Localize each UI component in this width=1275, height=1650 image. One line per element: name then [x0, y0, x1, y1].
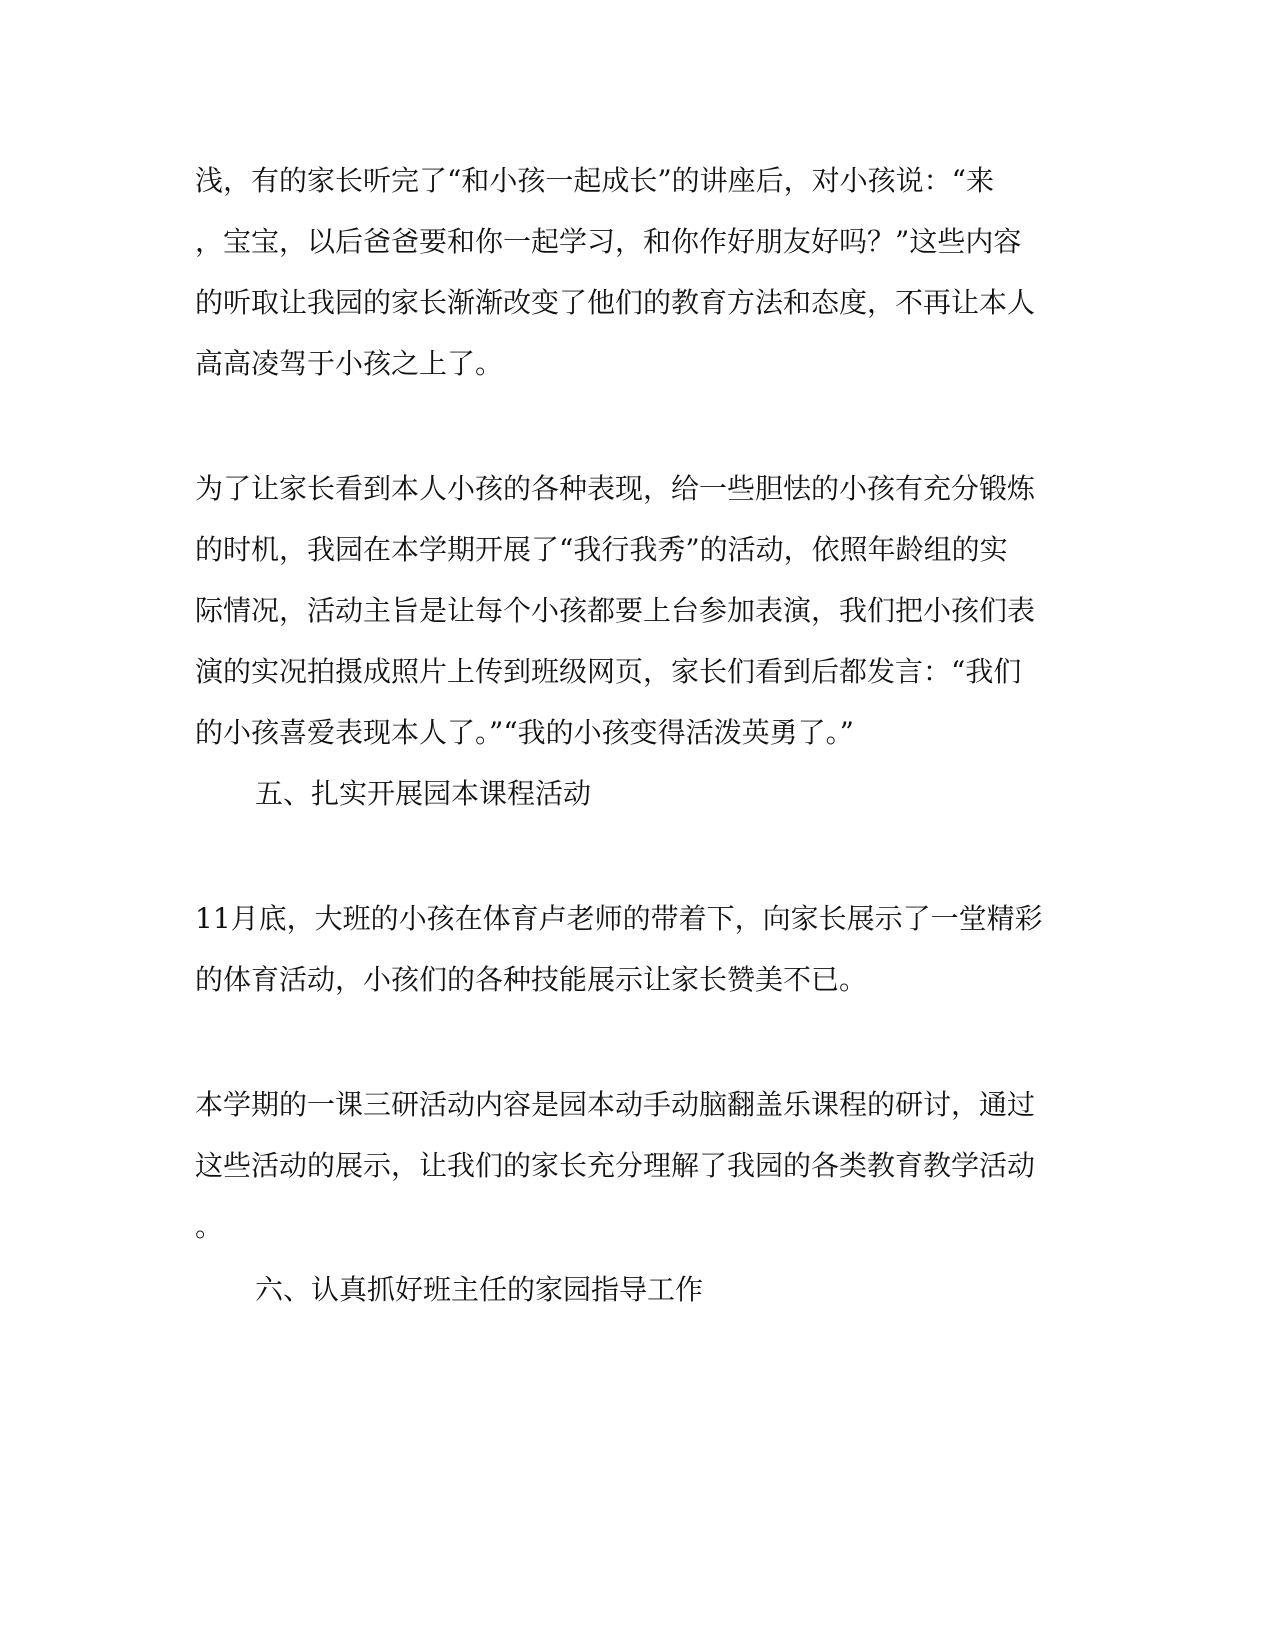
paragraph-line: 的时机，我园在本学期开展了“我行我秀”的活动，依照年龄组的实 — [195, 533, 1008, 566]
section-heading: 六、认真抓好班主任的家园指导工作 — [255, 1273, 704, 1306]
paragraph-line: ，宝宝，以后爸爸要和你一起学习，和你作好朋友好吗？”这些内容 — [195, 225, 1022, 258]
paragraph-line: 际情况，活动主旨是让每个小孩都要上台参加表演，我们把小孩们表 — [195, 594, 1036, 627]
paragraph-line: 浅，有的家长听完了“和小孩一起成长”的讲座后，对小孩说：“来 — [195, 164, 994, 197]
paragraph-line: 。 — [195, 1210, 224, 1243]
paragraph-line: 为了让家长看到本人小孩的各种表现，给一些胆怯的小孩有充分锻炼 — [195, 472, 1036, 505]
paragraph-line: 本学期的一课三研活动内容是园本动手动脑翻盖乐课程的研讨，通过 — [195, 1088, 1036, 1121]
section-heading: 五、扎实开展园本课程活动 — [255, 777, 592, 810]
paragraph-line: 的听取让我园的家长渐渐改变了他们的教育方法和态度，不再让本人 — [195, 286, 1036, 319]
paragraph-line: 这些活动的展示，让我们的家长充分理解了我园的各类教育教学活动 — [195, 1149, 1036, 1182]
paragraph-line: 高高凌驾于小孩之上了。 — [195, 347, 504, 380]
paragraph-line: 演的实况拍摄成照片上传到班级网页，家长们看到后都发言：“我们 — [195, 655, 1022, 688]
paragraph-line: 11月底，大班的小孩在体育卢老师的带着下，向家长展示了一堂精彩 — [195, 902, 1043, 935]
paragraph-line: 的体育活动，小孩们的各种技能展示让家长赞美不已。 — [195, 963, 868, 996]
paragraph-line: 的小孩喜爱表现本人了。”“我的小孩变得活泼英勇了。” — [195, 716, 854, 749]
